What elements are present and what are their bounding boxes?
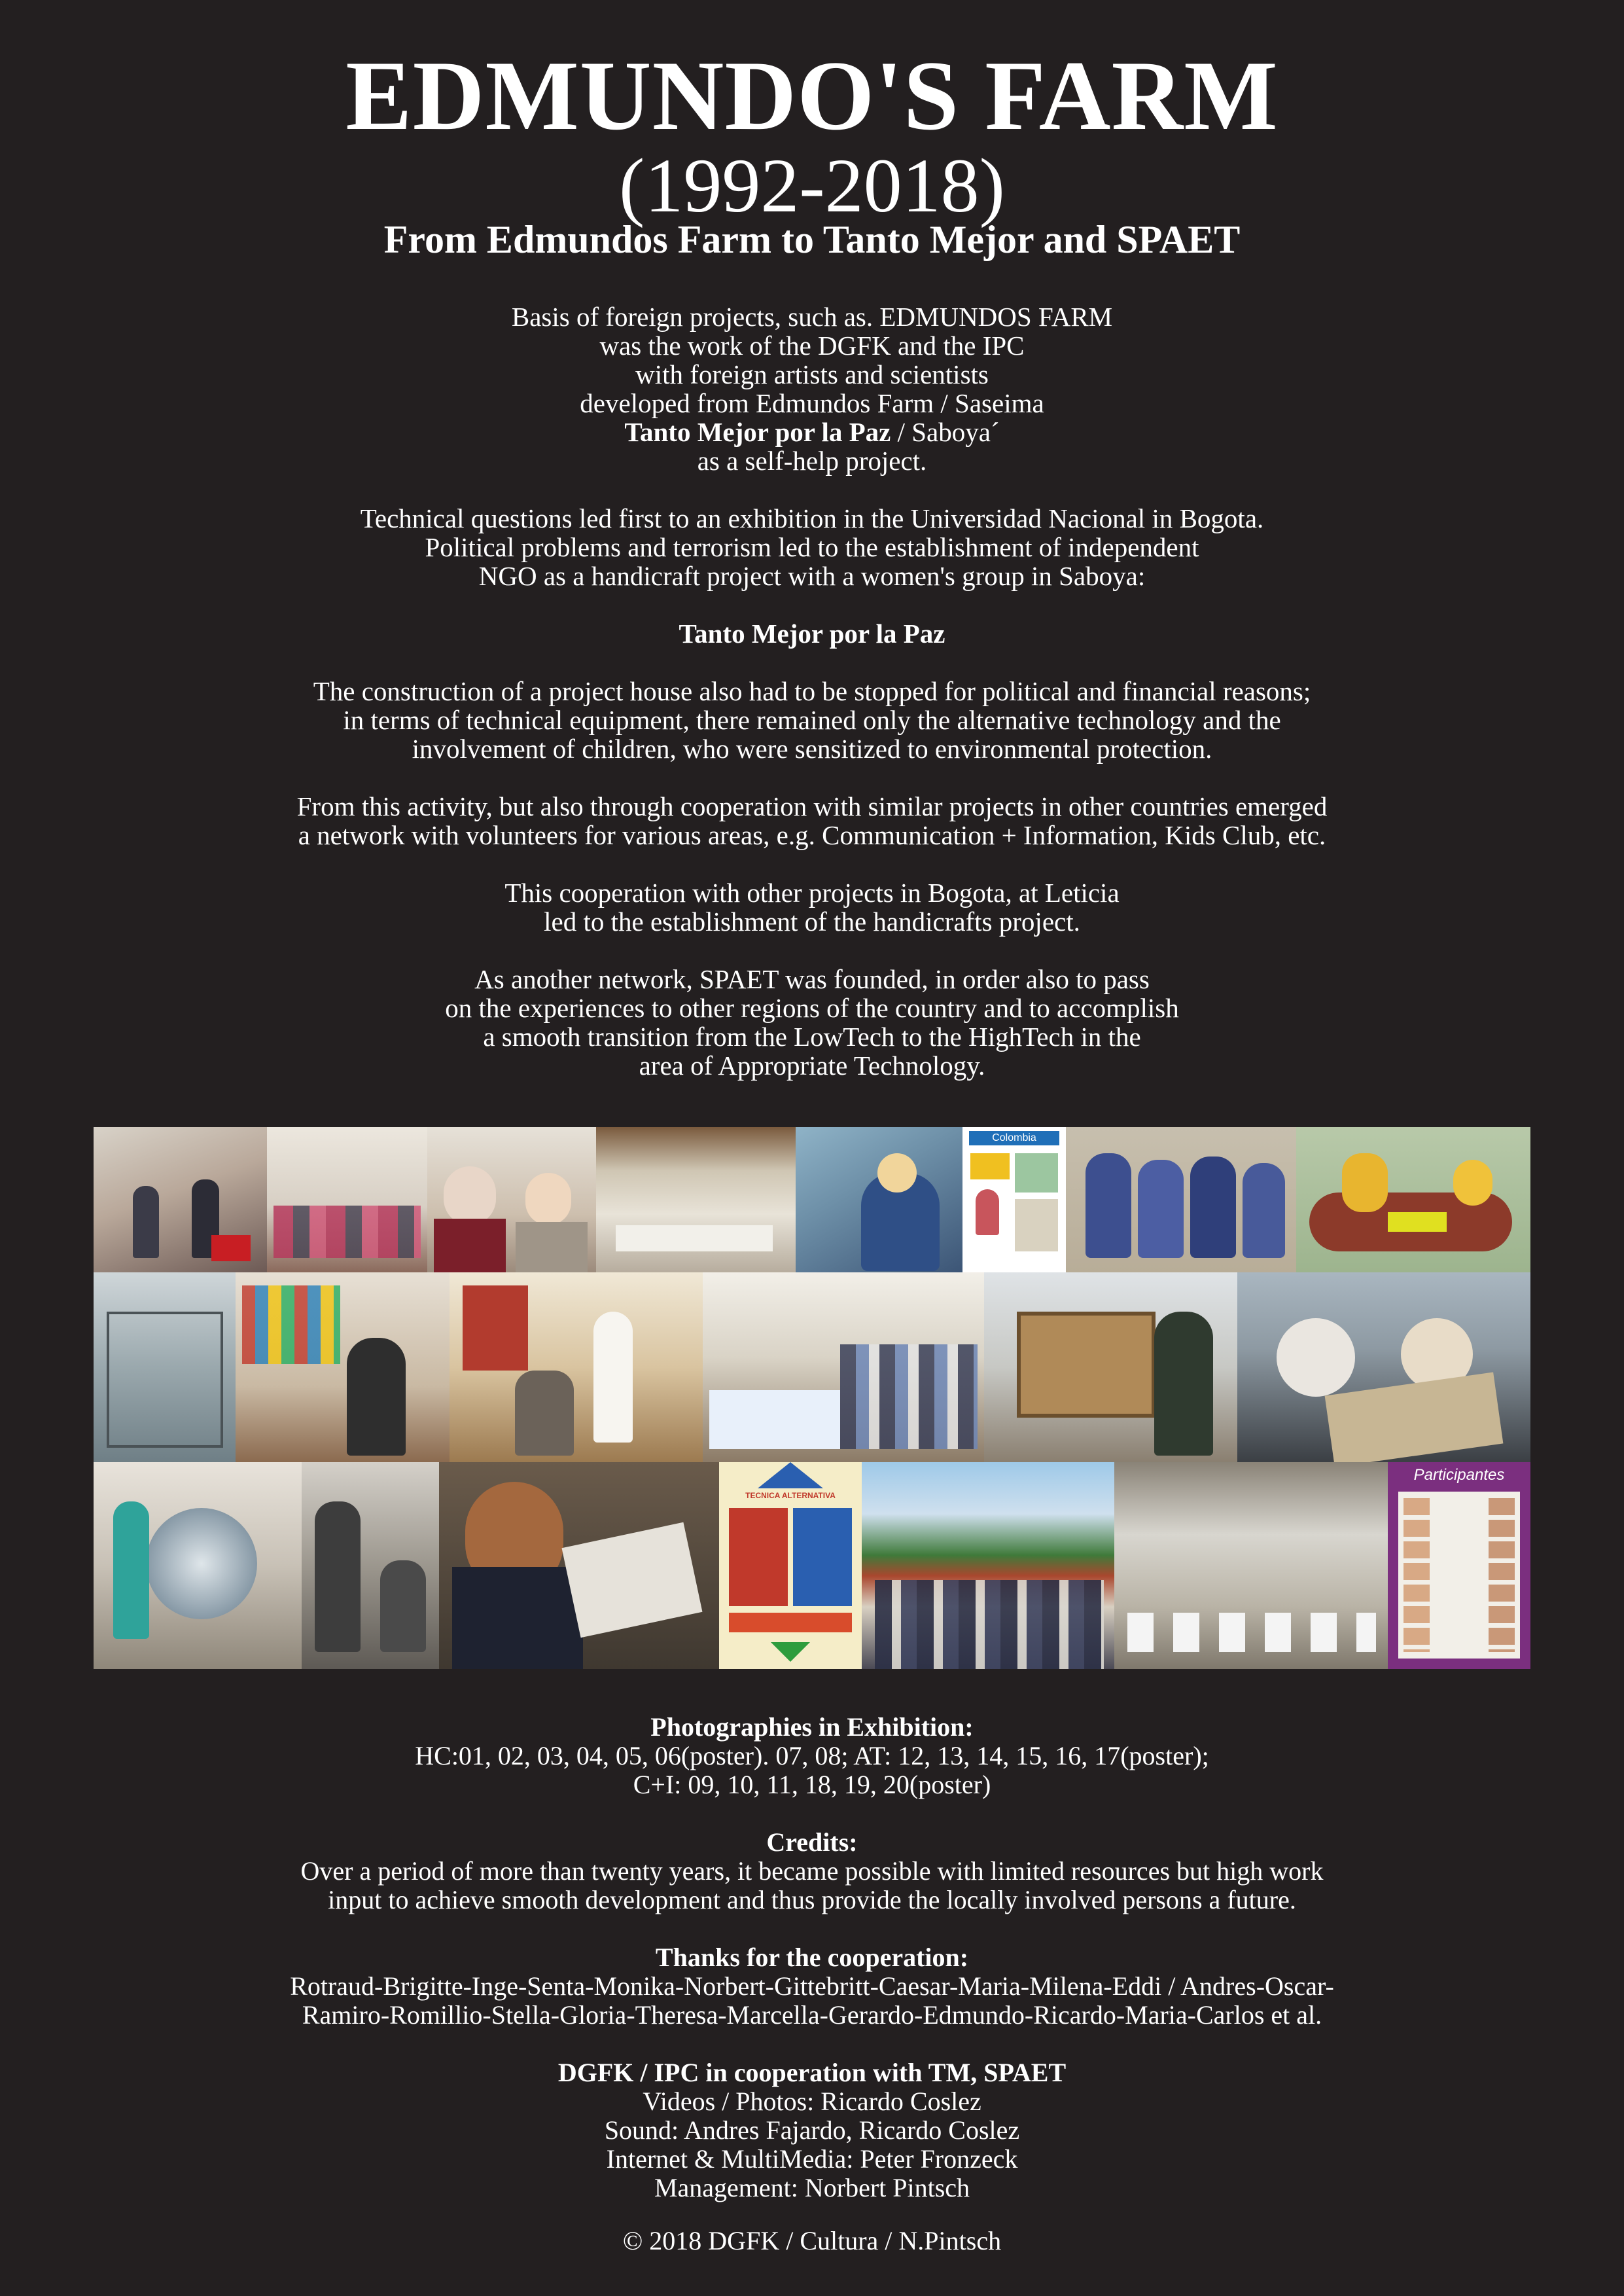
text-line: input to achieve smooth development and thus provide the locally involved persons a future. <box>328 1885 1296 1914</box>
intro-paragraph-7 <box>98 965 1526 1080</box>
photo-meeting-room <box>596 1127 796 1272</box>
thanks-section <box>98 1943 1526 2030</box>
text-line: a network with volunteers for various areas, e.g. Communication + Information, Kids Club, etc. <box>298 820 1326 850</box>
photos-section <box>98 1713 1526 1799</box>
text-line: as a self-help project. <box>697 446 927 476</box>
text-line: involvement of children, who were sensitized to environmental protection. <box>412 734 1212 764</box>
text-line: led to the establishment of the handicrafts project. <box>544 906 1080 937</box>
text-line: C+I: 09, 10, 11, 18, 19, 20(poster) <box>633 1770 991 1799</box>
photo-woman-with-photo <box>439 1462 719 1669</box>
text-line: Basis of foreign projects, such as. EDMUNDOS FARM <box>511 302 1113 332</box>
text-line: NGO as a handicraft project with a women's group in Saboya: <box>478 561 1146 591</box>
text-line: Rotraud-Brigitte-Inge-Senta-Monika-Norbert-Gittebritt-Caesar-Maria-Milena-Eddi / Andres-Oscar- <box>290 1971 1334 2001</box>
text-line: As another network, SPAET was founded, in order also to pass <box>474 964 1150 994</box>
intro-paragraph-2 <box>98 504 1526 590</box>
text-line: Political problems and terrorism led to the establishment of independent <box>425 532 1199 562</box>
intro-text <box>98 302 1526 1109</box>
thanks-heading: Thanks for the cooperation: <box>655 1943 969 1972</box>
poster-alternative-technology <box>719 1462 862 1669</box>
photo-handicraft-market <box>236 1272 450 1462</box>
bold-project-name: Tanto Mejor por la Paz <box>624 417 891 447</box>
photo-solar-cooker-box <box>984 1272 1237 1462</box>
text-line <box>98 418 1526 446</box>
copyright: © 2018 DGFK / Cultura / N.Pintsch <box>622 2226 1002 2255</box>
intro-paragraph-6 <box>98 878 1526 936</box>
text-line: From this activity, but also through cooperation with similar projects in other countries emerged <box>296 791 1328 821</box>
intro-paragraph-1 <box>98 302 1526 475</box>
intro-paragraph-5 <box>98 792 1526 850</box>
photo-display-cabinet <box>94 1272 236 1462</box>
text-line: Technical questions led first to an exhibition in the Universidad Nacional in Bogota. <box>360 503 1264 533</box>
text-line: Sound: Andres Fajardo, Ricardo Coslez <box>604 2115 1020 2145</box>
text-line: Ramiro-Romillio-Stella-Gloria-Theresa-Marcella-Gerardo-Edmundo-Ricardo-Maria-Carlos et al. <box>302 2000 1322 2030</box>
photo-dolls <box>1066 1127 1296 1272</box>
poster-participants-label: Participantes <box>1413 1466 1505 1484</box>
photo-group-courtyard <box>703 1272 984 1462</box>
page-title: EDMUNDO'S FARM <box>345 41 1279 151</box>
photo-solar-parabola <box>94 1462 302 1669</box>
photo-workshop-group <box>94 1127 267 1272</box>
text-line: HC:01, 02, 03, 04, 05, 06(poster). 07, 08; AT: 12, 13, 14, 15, 16, 17(poster); <box>415 1741 1209 1770</box>
photo-seated-women <box>267 1127 427 1272</box>
text-line: The construction of a project house also had to be stopped for political and financial reasons; <box>313 676 1311 706</box>
page-years: (1992-2018) <box>619 143 1005 228</box>
text-line: area of Appropriate Technology. <box>639 1050 985 1081</box>
page-subtitle: From Edmundos Farm to Tanto Mejor and SPAET <box>383 218 1241 261</box>
text-line: was the work of the DGFK and the IPC <box>599 331 1025 361</box>
photo-two-women-table <box>427 1127 596 1272</box>
footer-text <box>98 1713 1526 2231</box>
text-line: Internet & MultiMedia: Peter Fronzeck <box>606 2144 1018 2174</box>
text-fragment: / Saboya´ <box>891 417 1000 447</box>
text-line: Videos / Photos: Ricardo Coslez <box>643 2087 981 2116</box>
photo-crafting-group <box>796 1127 962 1272</box>
text-line: in terms of technical equipment, there remained only the alternative technology and the <box>343 705 1281 735</box>
text-line: This cooperation with other projects in Bogota, at Leticia <box>504 878 1120 908</box>
poster-colombia <box>962 1127 1066 1272</box>
text-line: on the experiences to other regions of the country and to accomplish <box>445 993 1179 1023</box>
photo-shop-interior <box>450 1272 703 1462</box>
photo-toys <box>1296 1127 1530 1272</box>
credits-section <box>98 1828 1526 1914</box>
photo-group-outdoor <box>862 1462 1114 1669</box>
poster-colombia-label: Colombia <box>992 1132 1036 1143</box>
photo-workshop-machine <box>302 1462 439 1669</box>
photo-collage <box>94 1127 1530 1669</box>
text-line: Management: Norbert Pintsch <box>654 2173 970 2202</box>
photo-classroom-chairs <box>1114 1462 1388 1669</box>
organization-section <box>98 2058 1526 2202</box>
text-line: with foreign artists and scientists <box>635 359 989 389</box>
text-line: developed from Edmundos Farm / Saseima <box>580 388 1044 418</box>
photos-heading: Photographies in Exhibition: <box>650 1712 974 1742</box>
intro-paragraph-4 <box>98 677 1526 763</box>
poster-participants <box>1388 1462 1530 1669</box>
poster-technology-label: TECNICA ALTERNATIVA <box>745 1491 836 1500</box>
photo-reading-map <box>1237 1272 1530 1462</box>
organization-heading: DGFK / IPC in cooperation with TM, SPAET <box>557 2058 1067 2087</box>
text-line: Over a period of more than twenty years, it became possible with limited resources but high work <box>300 1856 1324 1886</box>
credits-heading: Credits: <box>766 1827 858 1857</box>
bold-project-name: Tanto Mejor por la Paz <box>679 619 945 649</box>
intro-paragraph-3 <box>98 619 1526 648</box>
text-line: a smooth transition from the LowTech to the HighTech in the <box>483 1022 1141 1052</box>
